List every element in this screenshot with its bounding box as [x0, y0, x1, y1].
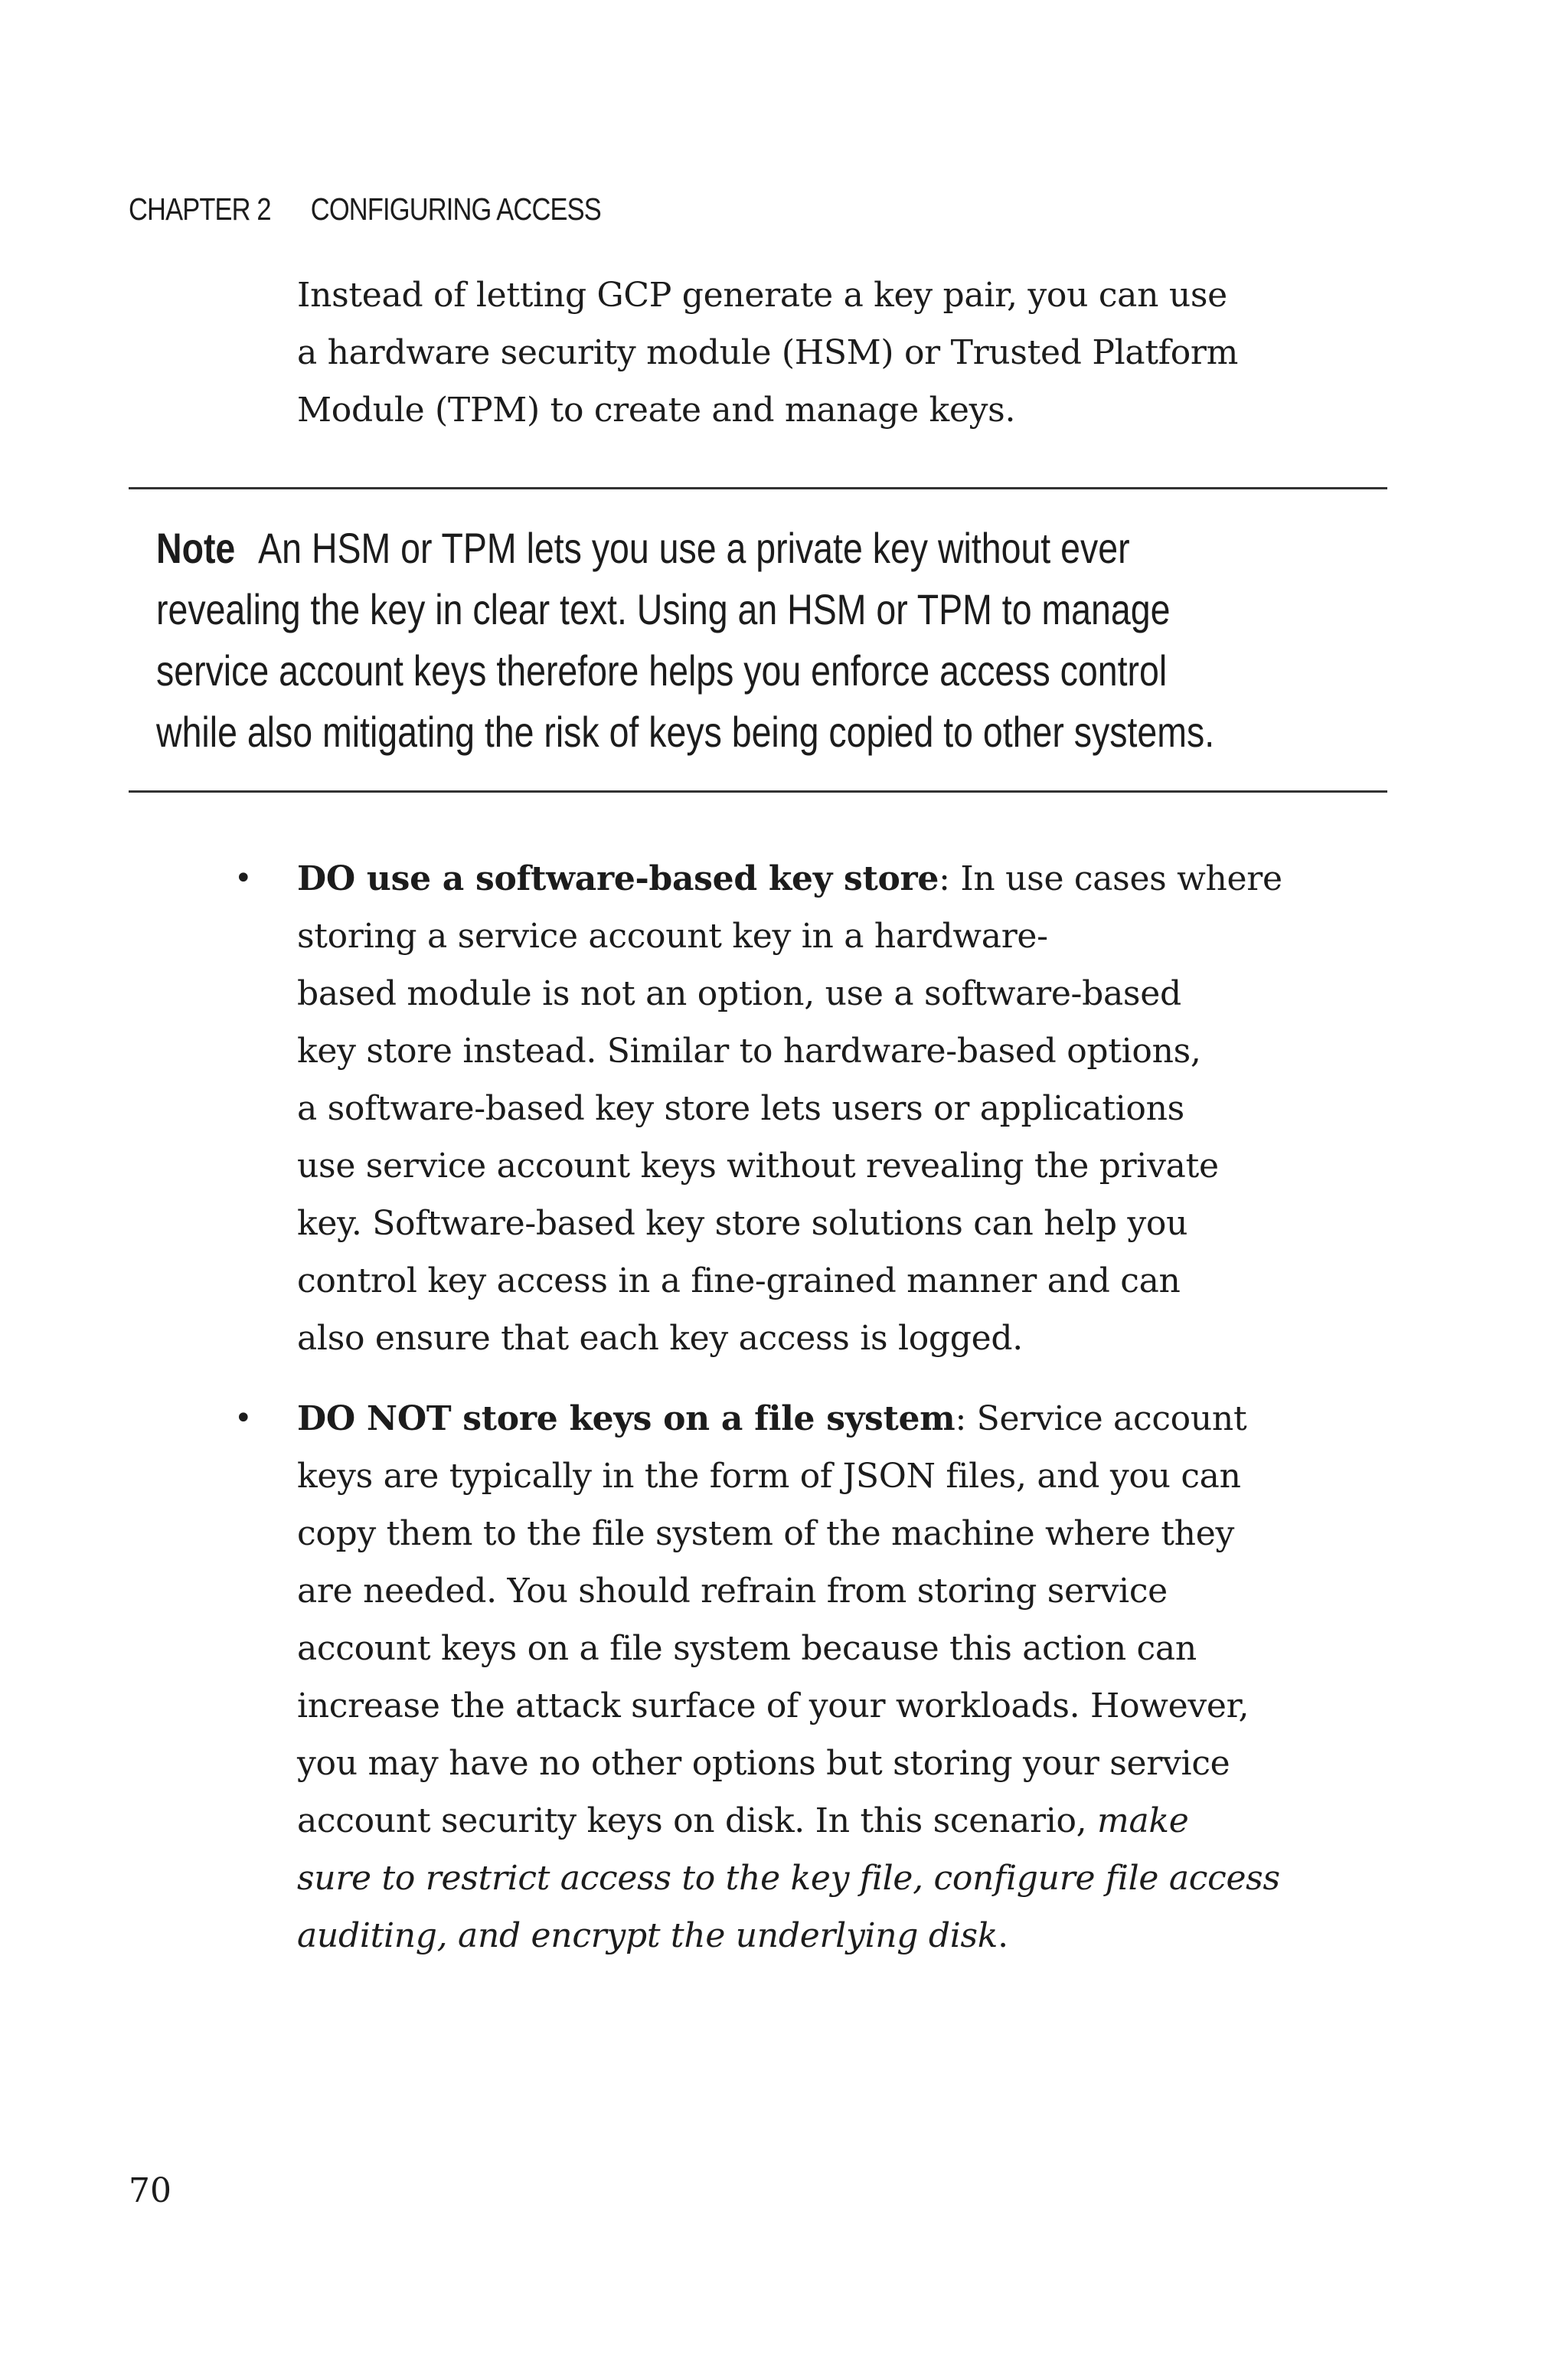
emphasis-text: make — [1097, 1801, 1189, 1840]
text-line: you may have no other options but storing your service — [297, 1744, 1230, 1783]
chapter-label: CHAPTER 2 — [129, 191, 271, 227]
emphasis-text: sure to restrict access to the key file, configure file access — [297, 1859, 1280, 1898]
note-top-rule — [129, 487, 1387, 489]
note-text: while also mitigating the risk of keys being copied to other systems. — [156, 708, 1215, 756]
text-line: increase the attack surface of your workloads. However, — [297, 1686, 1250, 1725]
text-line — [297, 1792, 1302, 1850]
text-span: account security keys on disk. In this scenario, — [297, 1801, 1098, 1840]
text-line: copy them to the file system of the machine where they — [297, 1514, 1235, 1553]
text-span: . — [998, 1916, 1008, 1955]
text-line: account keys on a file system because this action can — [297, 1629, 1197, 1668]
note-box — [156, 518, 1364, 763]
text-line: key. Software-based key store solutions can help you — [297, 1204, 1188, 1243]
text-line — [297, 1850, 1302, 1907]
text-line: Instead of letting GCP generate a key pair, you can use — [297, 276, 1227, 315]
note-label: Note — [156, 524, 236, 572]
bullet-text: : Service account — [955, 1399, 1247, 1438]
running-head — [129, 191, 601, 227]
bullet-heading: DO use a software-based key store — [297, 859, 939, 898]
text-line: a hardware security module (HSM) or Trusted Platform — [297, 333, 1239, 372]
intro-paragraph — [297, 267, 1262, 439]
bullet-text: : In use cases where — [939, 859, 1282, 898]
note-bottom-rule — [129, 790, 1387, 793]
note-text: service account keys therefore helps you enforce access control — [156, 646, 1168, 695]
bullet-first-line — [297, 850, 1302, 908]
note-text: An HSM or TPM lets you use a private key without ever — [258, 524, 1130, 572]
text-line: based module is not an option, use a software-based — [297, 974, 1181, 1013]
bullet-item-software-key-store — [230, 850, 1302, 1367]
chapter-title: CONFIGURING ACCESS — [310, 191, 601, 227]
note-first-line — [156, 518, 1364, 579]
bullet-marker: • — [234, 1401, 253, 1436]
emphasis-text: auditing, and encrypt the underlying disk — [297, 1916, 998, 1955]
bullet-list — [230, 850, 1302, 1964]
bullet-first-line — [297, 1390, 1302, 1447]
text-line: use service account keys without revealing the private — [297, 1146, 1219, 1186]
text-line: a software-based key store lets users or applications — [297, 1089, 1184, 1128]
text-line: storing a service account key in a hardware- — [297, 917, 1048, 956]
text-line: control key access in a fine-grained manner and can — [297, 1261, 1181, 1300]
text-line: Module (TPM) to create and manage keys. — [297, 391, 1016, 430]
text-line: also ensure that each key access is logged. — [297, 1319, 1023, 1358]
text-line: keys are typically in the form of JSON files, and you can — [297, 1457, 1241, 1496]
text-line: key store instead. Similar to hardware-based options, — [297, 1032, 1201, 1071]
bullet-item-no-file-system-keys — [230, 1390, 1302, 1964]
bullet-heading: DO NOT store keys on a file system — [297, 1399, 956, 1438]
page-number: 70 — [129, 2171, 172, 2210]
text-line: are needed. You should refrain from storing service — [297, 1572, 1168, 1611]
note-text: revealing the key in clear text. Using an HSM or TPM to manage — [156, 585, 1171, 633]
text-line — [297, 1907, 1302, 1964]
bullet-marker: • — [234, 861, 253, 896]
